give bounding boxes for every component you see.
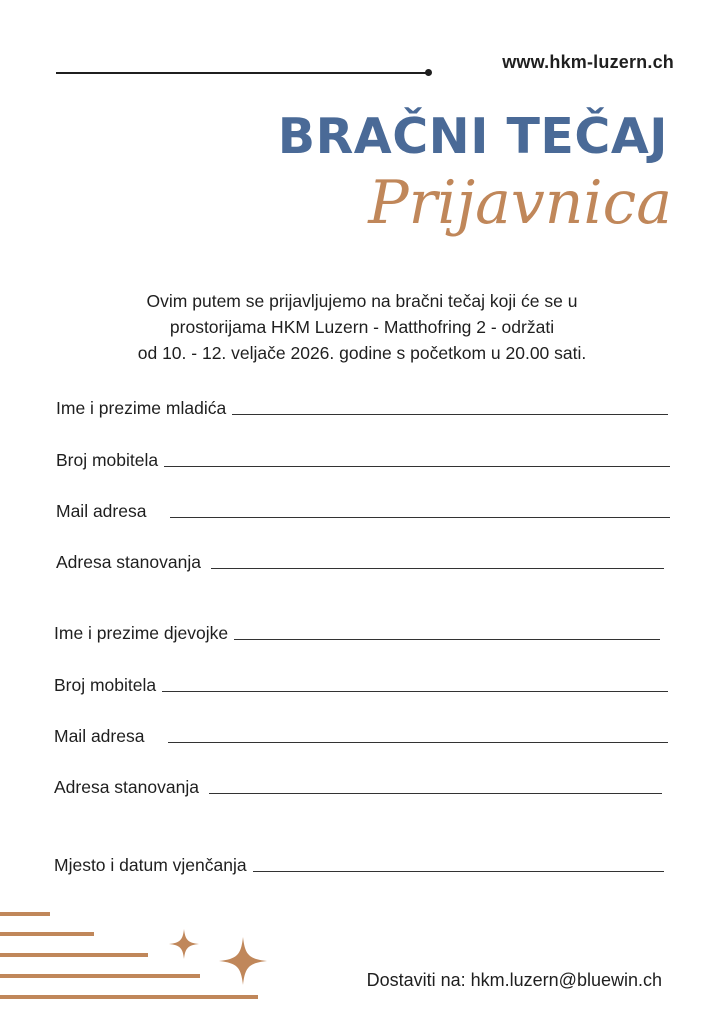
wedding-place-date-input-line[interactable] xyxy=(253,870,664,872)
groom-name-field[interactable] xyxy=(56,398,668,418)
page-title: BRAČNI TEČAJ xyxy=(277,108,668,165)
bride-phone-label: Broj mobitela xyxy=(54,675,157,695)
sparkle-icon xyxy=(218,936,268,986)
groom-mail-field[interactable] xyxy=(56,501,670,521)
bride-phone-input-line[interactable] xyxy=(162,690,668,692)
bride-address-field[interactable] xyxy=(54,777,662,797)
bride-address-label: Adresa stanovanja xyxy=(54,777,199,797)
groom-name-label: Ime i prezime mladića xyxy=(56,398,227,418)
wedding-place-date-label: Mjesto i datum vjenčanja xyxy=(54,855,247,875)
groom-phone-field[interactable] xyxy=(56,450,670,470)
intro-line: prostorijama HKM Luzern - Matthofring 2 - održati xyxy=(169,317,555,337)
wedding-place-date-field[interactable] xyxy=(54,855,664,875)
intro-line: Ovim putem se prijavljujemo na bračni tečaj koji će se u xyxy=(146,291,578,311)
bride-name-field[interactable] xyxy=(54,623,660,643)
page-subtitle: Prijavnica xyxy=(368,168,672,238)
bride-phone-field[interactable] xyxy=(54,675,668,695)
groom-phone-label: Broj mobitela xyxy=(56,450,159,470)
bride-name-input-line[interactable] xyxy=(234,638,660,640)
website-url[interactable]: www.hkm-luzern.ch xyxy=(502,52,674,72)
bride-mail-field[interactable] xyxy=(54,726,668,746)
bride-name-label: Ime i prezime djevojke xyxy=(54,623,229,643)
bride-mail-label: Mail adresa xyxy=(54,726,145,746)
groom-mail-label: Mail adresa xyxy=(56,501,147,521)
groom-address-label: Adresa stanovanja xyxy=(56,552,201,572)
groom-mail-input-line[interactable] xyxy=(170,516,670,518)
submit-instructions: Dostaviti na: hkm.luzern@bluewin.ch xyxy=(366,970,662,990)
decor-bar xyxy=(0,995,258,999)
decor-bar xyxy=(0,953,148,957)
intro-paragraph xyxy=(60,288,664,366)
bride-address-input-line[interactable] xyxy=(209,792,662,794)
bride-mail-input-line[interactable] xyxy=(168,741,668,743)
groom-address-field[interactable] xyxy=(56,552,664,572)
groom-name-input-line[interactable] xyxy=(232,413,668,415)
top-divider-line xyxy=(56,72,428,74)
groom-address-input-line[interactable] xyxy=(211,567,664,569)
decor-bar xyxy=(0,932,94,936)
top-divider-dot xyxy=(425,69,432,76)
sparkle-icon xyxy=(168,928,200,960)
decor-bar xyxy=(0,912,50,916)
groom-phone-input-line[interactable] xyxy=(164,465,670,467)
decor-bar xyxy=(0,974,200,978)
intro-line: od 10. - 12. veljače 2026. godine s početkom u 20.00 sati. xyxy=(137,343,587,363)
